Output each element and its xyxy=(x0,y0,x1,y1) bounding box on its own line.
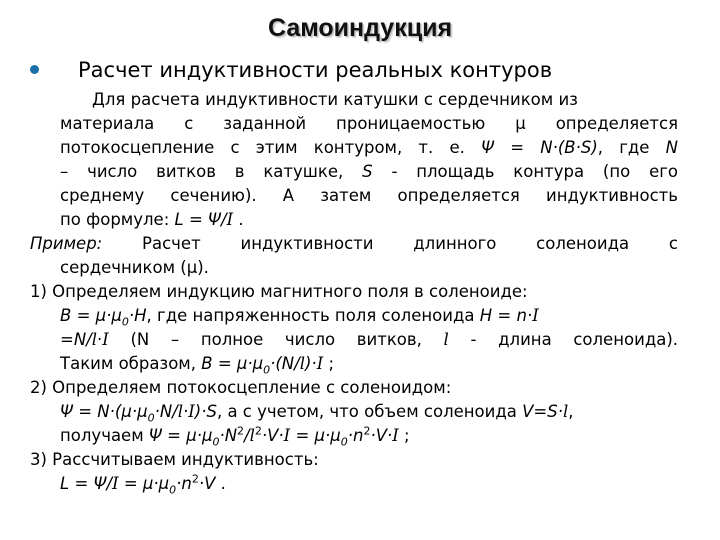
example-line-2: сердечником (μ). xyxy=(60,258,209,277)
bullet-heading-text: Расчет индуктивности реальных контуров xyxy=(78,58,553,82)
bullet-heading xyxy=(30,58,710,88)
step1-line-2: =N/l·I (N – полное число витков, l - длина соленоида). xyxy=(60,330,678,349)
intro-line-4: – число витков в катушке, S - площадь контура (по его xyxy=(60,162,678,181)
bullet-icon xyxy=(30,65,39,74)
step3-heading: 3) Рассчитываем индуктивность: xyxy=(30,450,319,469)
intro-line-3: потокосцепление с этим контуром, т. е. Ψ = N·(B·S), где N xyxy=(60,138,678,157)
step2-line-1: $\Psi = N\cdot(\mu\cdot\mu_0\cdot N/l\cdot I)\cdot S$, а с учетом, что объем соленоида V=S·l, xyxy=(60,402,574,425)
step2-line-2: получаем $\Psi = \mu\cdot\mu_0\cdot N^2/l^2\cdot V\cdot I = \mu\cdot\mu_0\cdot n^2\cdot V\cdot I$ ; xyxy=(60,424,410,449)
step2-heading: 2) Определяем потокосцепление с соленоидом: xyxy=(30,378,452,397)
step1-heading: 1) Определяем индукцию магнитного поля в соленоиде: xyxy=(30,282,528,301)
intro-line-6: по формуле: L = Ψ/I . xyxy=(60,210,244,229)
step3-line-1: $L = \Psi/I = \mu\cdot\mu_0\cdot n^2\cdot V$ . xyxy=(60,472,226,497)
slide-title: Самоиндукция xyxy=(267,14,453,42)
example-line-1: Пример: Расчет индуктивности длинного соленоида с xyxy=(30,234,678,253)
intro-line-1: Для расчета индуктивности катушки с сердечником из xyxy=(92,90,578,109)
intro-line-2: материала с заданной проницаемостью μ определяется xyxy=(60,114,678,133)
intro-line-5: среднему сечению). А затем определяется индуктивность xyxy=(60,186,678,205)
step1-line-1: $B = \mu\cdot\mu_0\cdot H$, где напряженность поля соленоида H = n·I xyxy=(60,306,539,329)
step1-line-3: Таким образом, $B = \mu\cdot\mu_0\cdot(N/l)\cdot I$ ; xyxy=(60,354,335,377)
